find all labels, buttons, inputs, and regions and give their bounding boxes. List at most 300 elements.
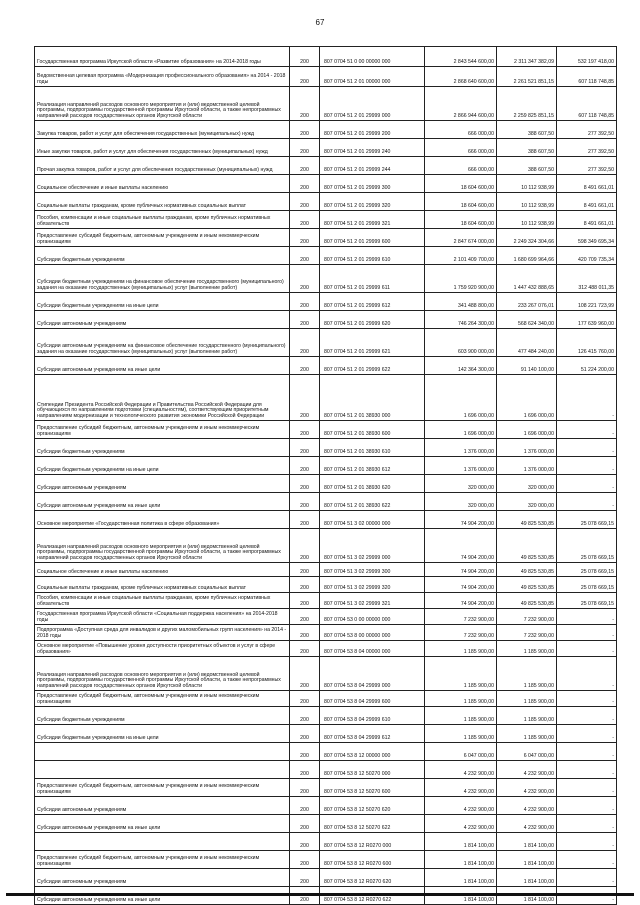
row-budget-code: 807 0704 53 0 00 00000 000 (320, 609, 425, 625)
row-budget-code: 807 0704 51 3 02 29999 320 (320, 577, 425, 593)
table-row (35, 511, 617, 529)
row-executed-amount: 1 696 000,00 (497, 375, 557, 421)
row-executed-amount: 49 825 530,85 (497, 577, 557, 593)
row-unexecuted-amount: - (557, 691, 617, 707)
row-executed-amount: 388 607,50 (497, 157, 557, 175)
row-unexecuted-amount: - (557, 707, 617, 725)
row-approved-amount: 18 604 600,00 (425, 193, 497, 211)
row-unexecuted-amount: 126 415 760,00 (557, 329, 617, 357)
row-name: Субсидии автономным учреждениям (35, 311, 290, 329)
row-unexecuted-amount: - (557, 625, 617, 641)
row-approved-amount: 746 264 300,00 (425, 311, 497, 329)
row-approved-amount: 4 232 900,00 (425, 815, 497, 833)
row-executed-amount: 1 447 432 888,65 (497, 265, 557, 293)
row-executed-amount: 10 112 938,99 (497, 175, 557, 193)
row-approved-amount: 1 376 000,00 (425, 439, 497, 457)
table-row (35, 577, 617, 593)
row-budget-code: 807 0704 51 2 01 29999 320 (320, 193, 425, 211)
row-executed-amount: 4 232 900,00 (497, 779, 557, 797)
table-row (35, 797, 617, 815)
row-name: Субсидии автономным учреждениям на финансовое обеспечение государственного (муниципального) задания на оказание государственных (муниципальных) услуг (выполнение работ) (35, 329, 290, 357)
row-executed-amount: 1 185 900,00 (497, 657, 557, 691)
row-approved-amount: 666 000,00 (425, 139, 497, 157)
row-name: Субсидии бюджетным учреждениям на финансовое обеспечение государственного (муниципального) задания на оказание государственных (муниципальных) услуг (выполнение работ) (35, 265, 290, 293)
table-row (35, 229, 617, 247)
row-executed-amount: 7 232 900,00 (497, 625, 557, 641)
table-body (35, 47, 617, 905)
table-row (35, 247, 617, 265)
row-approved-amount: 4 232 900,00 (425, 797, 497, 815)
row-name: Субсидии автономным учреждениям на иные цели (35, 815, 290, 833)
row-unexecuted-amount: 312 488 011,35 (557, 265, 617, 293)
row-executed-amount: 1 814 100,00 (497, 833, 557, 851)
row-approved-amount: 1 376 000,00 (425, 457, 497, 475)
row-line-code: 200 (290, 421, 320, 439)
row-line-code: 200 (290, 175, 320, 193)
table-row (35, 211, 617, 229)
table-row (35, 121, 617, 139)
table-row (35, 457, 617, 475)
row-executed-amount: 4 232 900,00 (497, 815, 557, 833)
row-approved-amount: 666 000,00 (425, 157, 497, 175)
row-name: Закупка товаров, работ и услуг для обеспечения государственных (муниципальных) нужд (35, 121, 290, 139)
row-name: Подпрограмма «Доступная среда для инвалидов и других маломобильных групп населения» на 2014 - 2018 годы (35, 625, 290, 641)
row-name: Социальное обеспечение и иные выплаты населению (35, 175, 290, 193)
table-row (35, 691, 617, 707)
row-budget-code: 807 0704 51 3 02 00000 000 (320, 511, 425, 529)
row-budget-code: 807 0704 53 8 12 50270 000 (320, 761, 425, 779)
row-budget-code: 807 0704 51 2 01 29999 622 (320, 357, 425, 375)
row-unexecuted-amount: - (557, 851, 617, 869)
table-row (35, 439, 617, 457)
row-name: Пособия, компенсации и иные социальные выплаты гражданам, кроме публичных нормативных обязательств (35, 211, 290, 229)
table-row (35, 869, 617, 887)
row-approved-amount: 74 904 200,00 (425, 577, 497, 593)
row-unexecuted-amount: 8 491 661,01 (557, 175, 617, 193)
row-name: Стипендии Президента Российской Федерации и Правительства Российской Федерации для обучающихся по направлениям подготовки (специальностям), соответствующим приоритетным направлениям модернизации и технологического развития экономики Российской Федерации (35, 375, 290, 421)
row-line-code: 200 (290, 725, 320, 743)
row-unexecuted-amount: 420 709 735,34 (557, 247, 617, 265)
table-row (35, 175, 617, 193)
row-approved-amount: 341 488 800,00 (425, 293, 497, 311)
row-name: Субсидии автономным учреждениям (35, 869, 290, 887)
row-line-code: 200 (290, 707, 320, 725)
row-unexecuted-amount: - (557, 761, 617, 779)
row-approved-amount: 18 604 600,00 (425, 175, 497, 193)
row-budget-code: 807 0704 51 2 01 38930 620 (320, 475, 425, 493)
row-line-code: 200 (290, 87, 320, 121)
row-line-code: 200 (290, 265, 320, 293)
row-line-code: 200 (290, 493, 320, 511)
row-executed-amount: 91 140 100,00 (497, 357, 557, 375)
table-row (35, 625, 617, 641)
row-budget-code: 807 0704 51 2 01 29999 600 (320, 229, 425, 247)
row-approved-amount: 1 185 900,00 (425, 707, 497, 725)
row-unexecuted-amount: 25 078 669,15 (557, 563, 617, 577)
row-budget-code: 807 0704 51 2 01 29999 244 (320, 157, 425, 175)
table-row (35, 707, 617, 725)
row-name: Государственная программа Иркутской области «Социальная поддержка населения» на 2014-2018 годы (35, 609, 290, 625)
row-approved-amount: 2 843 544 600,00 (425, 47, 497, 67)
row-unexecuted-amount: - (557, 797, 617, 815)
row-approved-amount: 4 232 900,00 (425, 761, 497, 779)
row-unexecuted-amount: 277 392,50 (557, 139, 617, 157)
row-line-code: 200 (290, 563, 320, 577)
row-unexecuted-amount: - (557, 869, 617, 887)
row-line-code: 200 (290, 869, 320, 887)
row-unexecuted-amount: 277 392,50 (557, 121, 617, 139)
row-line-code: 200 (290, 743, 320, 761)
table-row (35, 851, 617, 869)
table-row (35, 421, 617, 439)
row-name: Иные закупки товаров, работ и услуг для обеспечения государственных (муниципальных) нужд (35, 139, 290, 157)
row-approved-amount: 6 047 000,00 (425, 743, 497, 761)
row-name: Социальное обеспечение и иные выплаты населению (35, 563, 290, 577)
row-line-code: 200 (290, 815, 320, 833)
row-name (35, 761, 290, 779)
row-budget-code: 807 0704 53 8 12 R0270 620 (320, 869, 425, 887)
row-name: Субсидии бюджетным учреждениям (35, 439, 290, 457)
row-line-code: 200 (290, 193, 320, 211)
row-unexecuted-amount: - (557, 609, 617, 625)
row-executed-amount: 1 185 900,00 (497, 641, 557, 657)
row-executed-amount: 2 249 324 304,66 (497, 229, 557, 247)
row-approved-amount: 2 868 640 600,00 (425, 67, 497, 87)
row-unexecuted-amount: 25 078 669,15 (557, 577, 617, 593)
row-budget-code: 807 0704 53 8 04 00000 000 (320, 641, 425, 657)
row-line-code: 200 (290, 475, 320, 493)
row-approved-amount: 4 232 900,00 (425, 779, 497, 797)
row-approved-amount: 18 604 600,00 (425, 211, 497, 229)
row-approved-amount: 1 696 000,00 (425, 375, 497, 421)
row-line-code: 200 (290, 511, 320, 529)
row-executed-amount: 49 825 530,85 (497, 529, 557, 563)
row-name: Субсидии бюджетным учреждениям на иные цели (35, 293, 290, 311)
row-line-code: 200 (290, 211, 320, 229)
row-unexecuted-amount: - (557, 725, 617, 743)
row-approved-amount: 1 696 000,00 (425, 421, 497, 439)
row-approved-amount: 603 900 000,00 (425, 329, 497, 357)
row-executed-amount: 1 814 100,00 (497, 887, 557, 905)
row-budget-code: 807 0704 53 8 04 29999 610 (320, 707, 425, 725)
table-row (35, 743, 617, 761)
row-line-code: 200 (290, 529, 320, 563)
row-name: Социальные выплаты гражданам, кроме публичных нормативных социальных выплат (35, 193, 290, 211)
row-unexecuted-amount: - (557, 375, 617, 421)
row-executed-amount: 49 825 530,85 (497, 593, 557, 609)
table-row (35, 529, 617, 563)
row-unexecuted-amount: 8 491 661,01 (557, 211, 617, 229)
row-approved-amount: 7 232 900,00 (425, 625, 497, 641)
row-executed-amount: 10 112 938,99 (497, 193, 557, 211)
row-executed-amount: 1 814 100,00 (497, 869, 557, 887)
row-line-code: 200 (290, 761, 320, 779)
row-approved-amount: 74 904 200,00 (425, 563, 497, 577)
table-row (35, 139, 617, 157)
row-executed-amount: 1 814 100,00 (497, 851, 557, 869)
row-name: Субсидии автономным учреждениям (35, 475, 290, 493)
row-line-code: 200 (290, 357, 320, 375)
row-budget-code: 807 0704 53 8 12 50270 600 (320, 779, 425, 797)
row-budget-code: 807 0704 51 2 01 29999 610 (320, 247, 425, 265)
row-name: Субсидии автономным учреждениям на иные цели (35, 493, 290, 511)
row-executed-amount: 1 185 900,00 (497, 691, 557, 707)
row-budget-code: 807 0704 51 2 01 38930 610 (320, 439, 425, 457)
row-budget-code: 807 0704 51 2 01 38930 600 (320, 421, 425, 439)
row-name: Предоставление субсидий бюджетным, автономным учреждениям и иным некоммерческим организациям (35, 851, 290, 869)
row-budget-code: 807 0704 53 8 12 R0270 000 (320, 833, 425, 851)
row-budget-code: 807 0704 51 2 01 29999 200 (320, 121, 425, 139)
row-unexecuted-amount: 177 639 960,00 (557, 311, 617, 329)
row-executed-amount: 2 261 521 851,15 (497, 67, 557, 87)
row-budget-code: 807 0704 51 0 00 00000 000 (320, 47, 425, 67)
row-unexecuted-amount: - (557, 475, 617, 493)
row-unexecuted-amount: 25 078 669,15 (557, 529, 617, 563)
row-budget-code: 807 0704 51 3 02 29999 000 (320, 529, 425, 563)
row-line-code: 200 (290, 293, 320, 311)
row-approved-amount: 74 904 200,00 (425, 593, 497, 609)
row-unexecuted-amount: - (557, 493, 617, 511)
row-line-code: 200 (290, 439, 320, 457)
row-budget-code: 807 0704 51 2 01 00000 000 (320, 67, 425, 87)
row-unexecuted-amount: - (557, 779, 617, 797)
row-executed-amount: 10 112 938,99 (497, 211, 557, 229)
row-approved-amount: 1 185 900,00 (425, 657, 497, 691)
row-budget-code: 807 0704 51 2 01 29999 300 (320, 175, 425, 193)
row-approved-amount: 1 759 920 900,00 (425, 265, 497, 293)
row-line-code: 200 (290, 833, 320, 851)
row-name (35, 743, 290, 761)
row-executed-amount: 1 185 900,00 (497, 707, 557, 725)
row-approved-amount: 1 814 100,00 (425, 869, 497, 887)
row-executed-amount: 477 484 240,00 (497, 329, 557, 357)
row-name: Предоставление субсидий бюджетным, автономным учреждениям и иным некоммерческим организациям (35, 229, 290, 247)
row-executed-amount: 568 624 340,00 (497, 311, 557, 329)
table-row (35, 593, 617, 609)
row-name: Предоставление субсидий бюджетным, автономным учреждениям и иным некоммерческим организациям (35, 779, 290, 797)
row-approved-amount: 142 364 300,00 (425, 357, 497, 375)
row-approved-amount: 1 814 100,00 (425, 833, 497, 851)
row-unexecuted-amount: 108 221 723,99 (557, 293, 617, 311)
table-row (35, 779, 617, 797)
row-name: Субсидии бюджетным учреждениям (35, 707, 290, 725)
row-budget-code: 807 0704 53 8 12 50270 622 (320, 815, 425, 833)
table-row (35, 357, 617, 375)
row-line-code: 200 (290, 657, 320, 691)
row-executed-amount: 388 607,50 (497, 121, 557, 139)
row-approved-amount: 320 000,00 (425, 493, 497, 511)
table-row (35, 265, 617, 293)
row-unexecuted-amount: 598 349 695,34 (557, 229, 617, 247)
row-name: Основное мероприятие «Повышение уровня доступности приоритетных объектов и услуг в сфере образования» (35, 641, 290, 657)
table-row (35, 193, 617, 211)
row-budget-code: 807 0704 51 2 01 38930 622 (320, 493, 425, 511)
row-budget-code: 807 0704 51 2 01 38930 000 (320, 375, 425, 421)
row-line-code: 200 (290, 247, 320, 265)
row-line-code: 200 (290, 779, 320, 797)
row-executed-amount: 4 232 900,00 (497, 797, 557, 815)
row-name: Субсидии бюджетным учреждениям на иные цели (35, 457, 290, 475)
table-row (35, 815, 617, 833)
row-approved-amount: 2 866 944 600,00 (425, 87, 497, 121)
table-row (35, 87, 617, 121)
row-approved-amount: 2 101 409 700,00 (425, 247, 497, 265)
row-approved-amount: 1 814 100,00 (425, 851, 497, 869)
row-name: Субсидии бюджетным учреждениям (35, 247, 290, 265)
row-name: Субсидии автономным учреждениям на иные цели (35, 887, 290, 905)
row-budget-code: 807 0704 53 8 12 R0270 600 (320, 851, 425, 869)
row-executed-amount: 7 232 900,00 (497, 609, 557, 625)
row-line-code: 200 (290, 375, 320, 421)
table-row (35, 833, 617, 851)
row-line-code: 200 (290, 625, 320, 641)
row-executed-amount: 1 185 900,00 (497, 725, 557, 743)
row-budget-code: 807 0704 53 8 12 R0270 622 (320, 887, 425, 905)
row-line-code: 200 (290, 457, 320, 475)
row-budget-code: 807 0704 51 3 02 29999 300 (320, 563, 425, 577)
row-line-code: 200 (290, 691, 320, 707)
table-row (35, 725, 617, 743)
row-line-code: 200 (290, 887, 320, 905)
row-unexecuted-amount: - (557, 887, 617, 905)
page-bottom-rule (6, 893, 634, 896)
row-line-code: 200 (290, 609, 320, 625)
row-name: Социальные выплаты гражданам, кроме публичных нормативных социальных выплат (35, 577, 290, 593)
row-line-code: 200 (290, 121, 320, 139)
row-approved-amount: 74 904 200,00 (425, 511, 497, 529)
row-unexecuted-amount: 532 197 418,00 (557, 47, 617, 67)
row-executed-amount: 1 376 000,00 (497, 457, 557, 475)
row-budget-code: 807 0704 53 8 04 29999 600 (320, 691, 425, 707)
row-executed-amount: 2 311 347 382,09 (497, 47, 557, 67)
row-executed-amount: 49 825 530,85 (497, 563, 557, 577)
budget-execution-table (34, 46, 617, 905)
row-line-code: 200 (290, 851, 320, 869)
table-row (35, 657, 617, 691)
row-budget-code: 807 0704 51 2 01 38930 612 (320, 457, 425, 475)
row-name: Субсидии автономным учреждениям на иные цели (35, 357, 290, 375)
page-number: 67 (315, 18, 325, 27)
row-unexecuted-amount: 25 078 669,15 (557, 593, 617, 609)
row-unexecuted-amount: - (557, 457, 617, 475)
row-executed-amount: 49 825 530,85 (497, 511, 557, 529)
row-line-code: 200 (290, 641, 320, 657)
row-budget-code: 807 0704 51 2 01 29999 240 (320, 139, 425, 157)
row-name: Предоставление субсидий бюджетным, автономным учреждениям и иным некоммерческим организациям (35, 691, 290, 707)
row-unexecuted-amount: 607 118 748,85 (557, 87, 617, 121)
row-unexecuted-amount: - (557, 833, 617, 851)
row-name: Реализация направлений расходов основного мероприятия и (или) ведомственной целевой программы, подпрограммы государственной программы Иркутской области, а также непрограммных направлений расходов государственных органов Иркутской области (35, 529, 290, 563)
row-executed-amount: 388 607,50 (497, 139, 557, 157)
table-row (35, 475, 617, 493)
row-name (35, 833, 290, 851)
row-executed-amount: 6 047 000,00 (497, 743, 557, 761)
row-name: Предоставление субсидий бюджетным, автономным учреждениям и иным некоммерческим организациям (35, 421, 290, 439)
row-line-code: 200 (290, 593, 320, 609)
row-approved-amount: 320 000,00 (425, 475, 497, 493)
row-executed-amount: 1 376 000,00 (497, 439, 557, 457)
row-name: Субсидии бюджетным учреждениям на иные цели (35, 725, 290, 743)
row-approved-amount: 74 904 200,00 (425, 529, 497, 563)
row-unexecuted-amount: - (557, 657, 617, 691)
row-approved-amount: 1 185 900,00 (425, 641, 497, 657)
table-row (35, 609, 617, 625)
row-name: Реализация направлений расходов основного мероприятия и (или) ведомственной целевой программы, подпрограммы государственной программы Иркутской области, а также непрограммных направлений расходов государственных органов Иркутской области (35, 657, 290, 691)
row-name: Субсидии автономным учреждениям (35, 797, 290, 815)
table-row (35, 157, 617, 175)
row-approved-amount: 1 185 900,00 (425, 691, 497, 707)
row-line-code: 200 (290, 797, 320, 815)
row-budget-code: 807 0704 51 3 02 29999 321 (320, 593, 425, 609)
row-line-code: 200 (290, 139, 320, 157)
row-executed-amount: 320 000,00 (497, 475, 557, 493)
row-budget-code: 807 0704 53 8 04 29999 000 (320, 657, 425, 691)
row-executed-amount: 1 680 699 964,66 (497, 247, 557, 265)
table-row (35, 563, 617, 577)
table-row (35, 375, 617, 421)
row-executed-amount: 1 696 000,00 (497, 421, 557, 439)
row-budget-code: 807 0704 53 8 04 29999 612 (320, 725, 425, 743)
row-line-code: 200 (290, 47, 320, 67)
row-budget-code: 807 0704 53 8 12 50270 620 (320, 797, 425, 815)
table-row (35, 761, 617, 779)
row-executed-amount: 4 232 900,00 (497, 761, 557, 779)
row-unexecuted-amount: 25 078 669,15 (557, 511, 617, 529)
row-name: Государственная программа Иркутской области «Развитие образования» на 2014-2018 годы (35, 47, 290, 67)
row-unexecuted-amount: 8 491 661,01 (557, 193, 617, 211)
row-line-code: 200 (290, 157, 320, 175)
row-unexecuted-amount: - (557, 641, 617, 657)
row-executed-amount: 233 267 076,01 (497, 293, 557, 311)
row-name: Пособия, компенсации и иные социальные выплаты гражданам, кроме публичных нормативных обязательств (35, 593, 290, 609)
row-line-code: 200 (290, 229, 320, 247)
row-line-code: 200 (290, 67, 320, 87)
row-unexecuted-amount: - (557, 439, 617, 457)
table-row (35, 311, 617, 329)
row-line-code: 200 (290, 577, 320, 593)
row-name: Основное мероприятие «Государственная политика в сфере образования» (35, 511, 290, 529)
row-executed-amount: 2 259 825 851,15 (497, 87, 557, 121)
row-name: Ведомственная целевая программа «Модернизация профессионального образования» на 2014 - 2018 годы (35, 67, 290, 87)
row-approved-amount: 1 814 100,00 (425, 887, 497, 905)
row-line-code: 200 (290, 329, 320, 357)
row-budget-code: 807 0704 51 2 01 29999 612 (320, 293, 425, 311)
table-row (35, 641, 617, 657)
row-approved-amount: 666 000,00 (425, 121, 497, 139)
row-budget-code: 807 0704 51 2 01 29999 611 (320, 265, 425, 293)
row-unexecuted-amount: 607 118 748,85 (557, 67, 617, 87)
row-unexecuted-amount: - (557, 421, 617, 439)
row-budget-code: 807 0704 53 8 12 00000 000 (320, 743, 425, 761)
row-name: Реализация направлений расходов основного мероприятия и (или) ведомственной целевой программы, подпрограммы государственной программы Иркутской области, а также непрограммных направлений расходов государственных органов Иркутской области (35, 87, 290, 121)
table-row (35, 47, 617, 67)
row-budget-code: 807 0704 51 2 01 29999 321 (320, 211, 425, 229)
row-unexecuted-amount: - (557, 743, 617, 761)
row-line-code: 200 (290, 311, 320, 329)
row-name: Прочая закупка товаров, работ и услуг для обеспечения государственных (муниципальных) нужд (35, 157, 290, 175)
row-budget-code: 807 0704 53 8 00 00000 000 (320, 625, 425, 641)
row-unexecuted-amount: 51 224 200,00 (557, 357, 617, 375)
row-unexecuted-amount: 277 392,50 (557, 157, 617, 175)
row-budget-code: 807 0704 51 2 01 29999 000 (320, 87, 425, 121)
row-executed-amount: 320 000,00 (497, 493, 557, 511)
table-row (35, 67, 617, 87)
table-row (35, 293, 617, 311)
row-budget-code: 807 0704 51 2 01 29999 620 (320, 311, 425, 329)
row-approved-amount: 1 185 900,00 (425, 725, 497, 743)
row-unexecuted-amount: - (557, 815, 617, 833)
row-budget-code: 807 0704 51 2 01 29999 621 (320, 329, 425, 357)
